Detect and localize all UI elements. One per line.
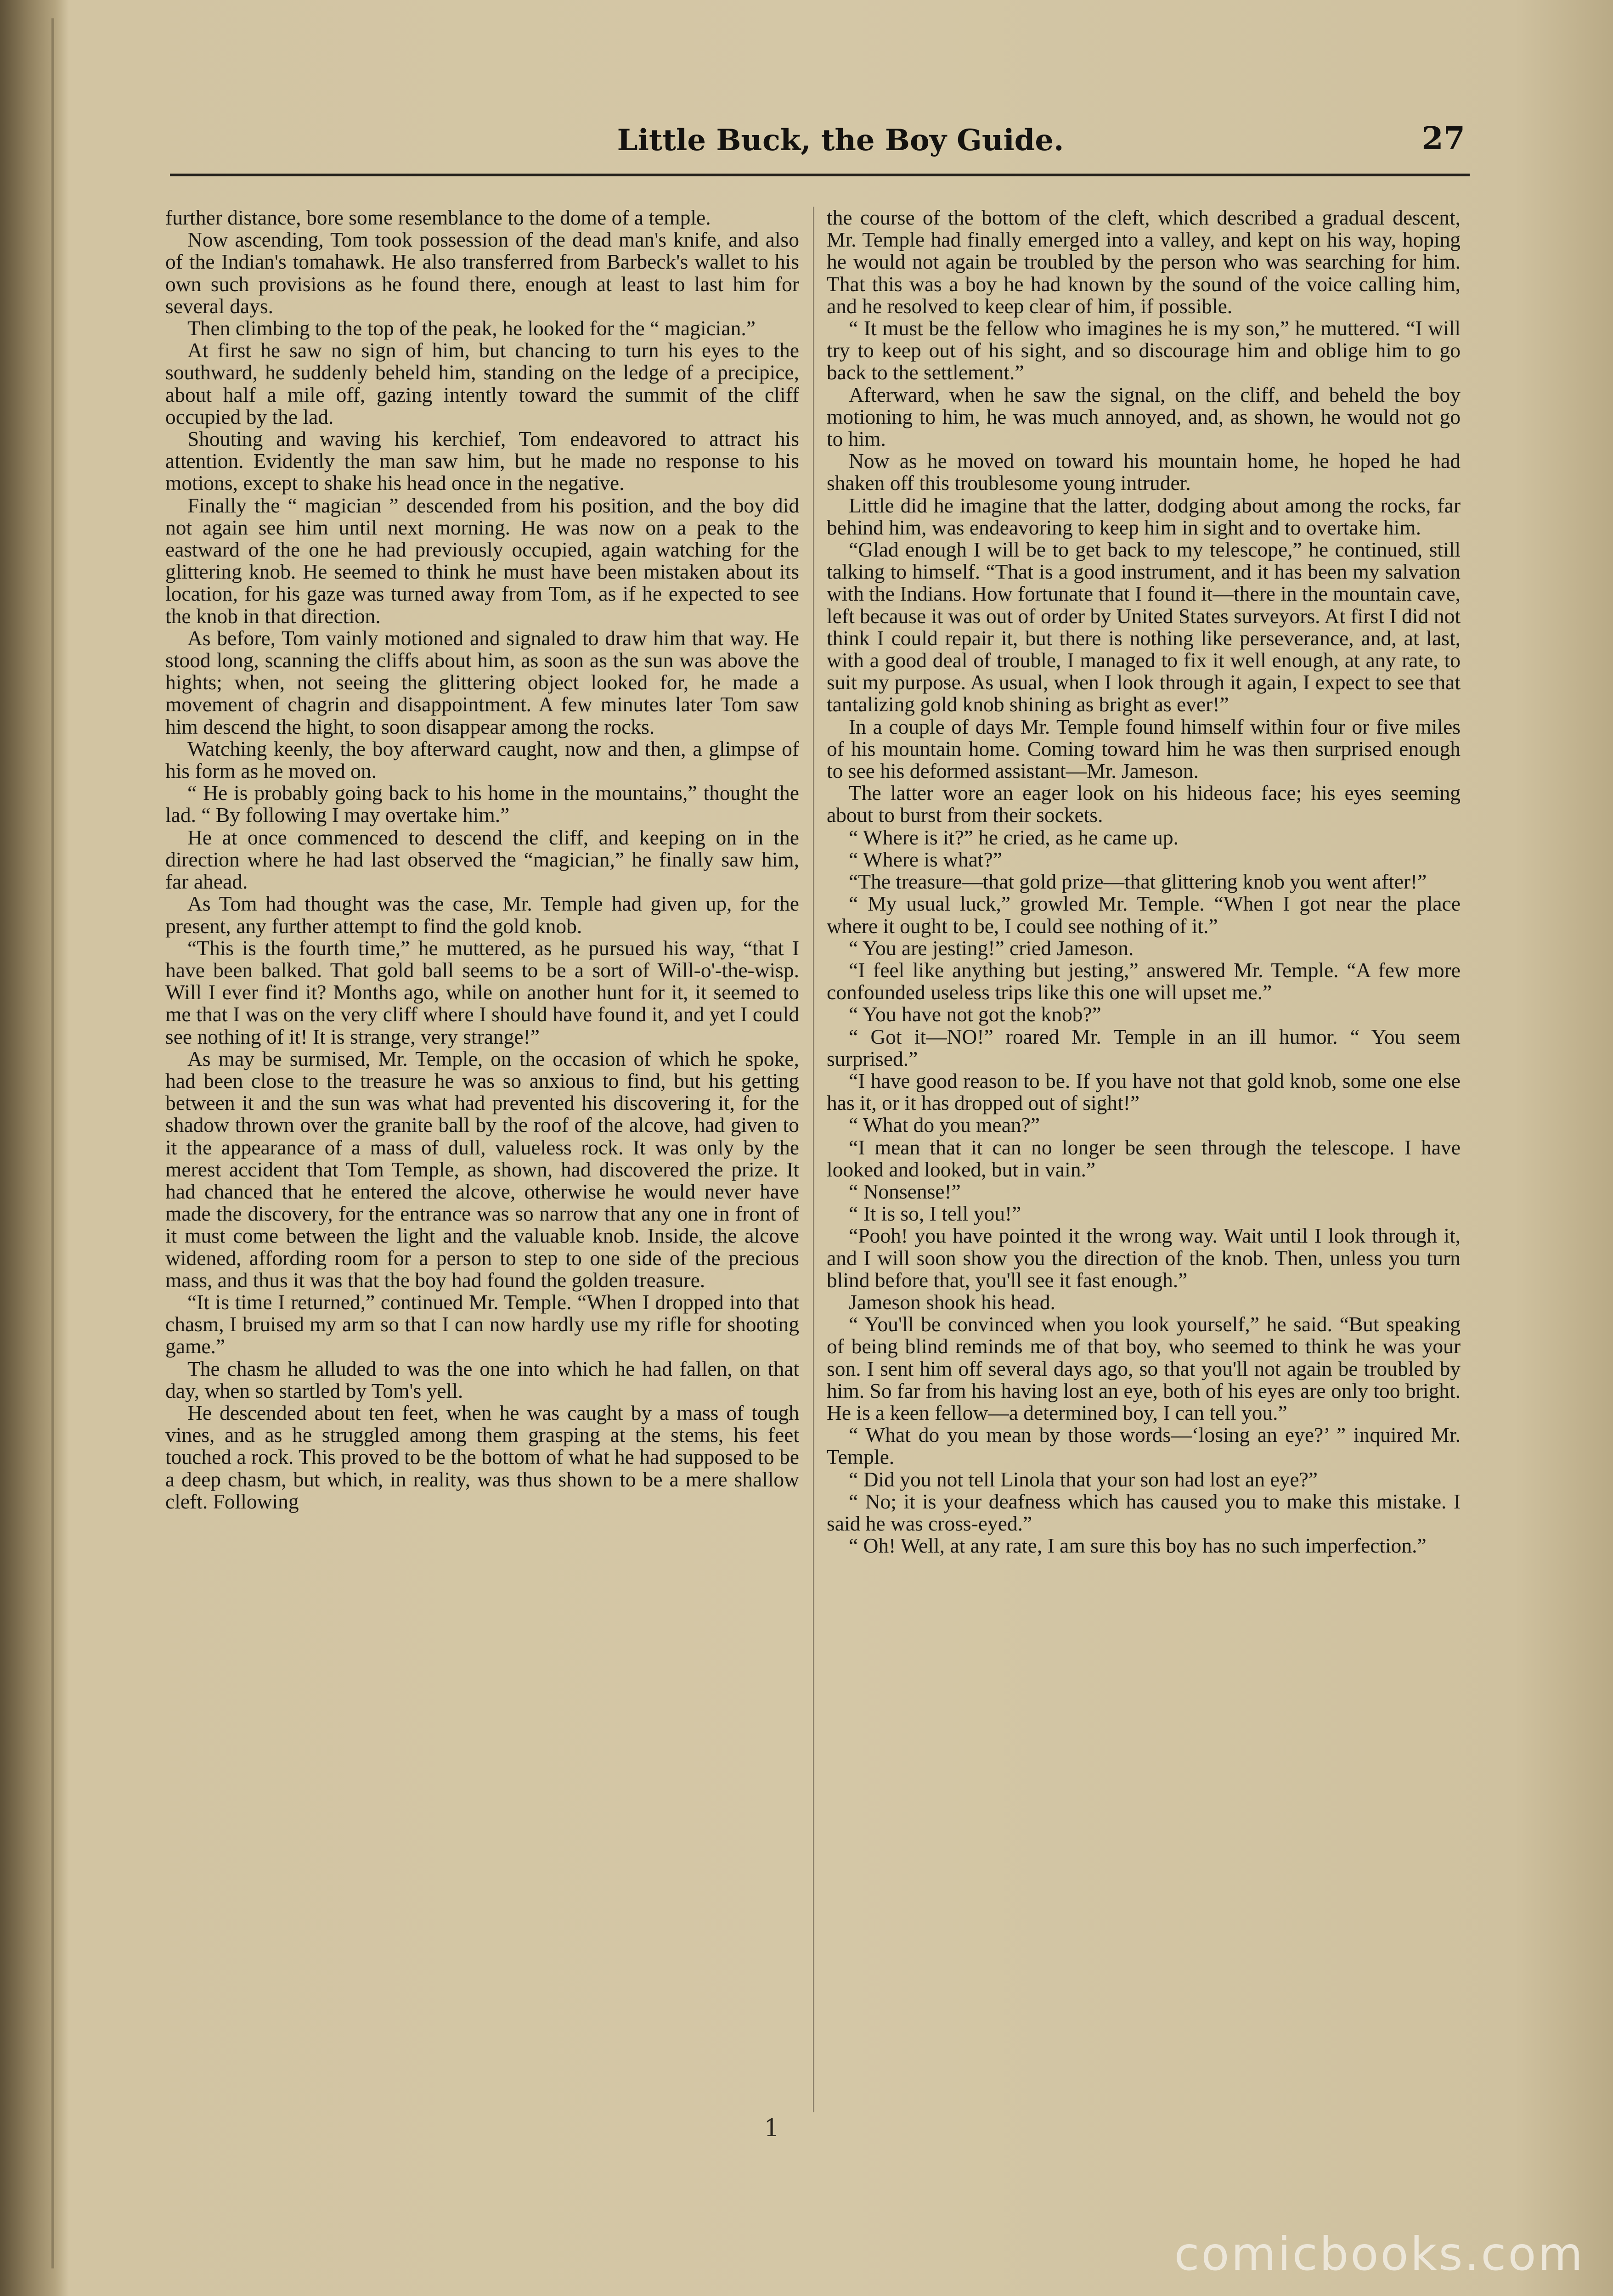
paragraph: “This is the fourth time,” he muttered, as he pursued his way, “that I have been balked. That gold ball seems to be a sort of Will-o'-the-wisp. Will I ever find it? Months ago, while on another hunt for it, it seemed to me that I was on the very cliff where I should have found it, and yet I could see nothing of it! It is strange, very strange!” [165, 936, 799, 1048]
paragraph: “I feel like anything but jesting,” answered Mr. Temple. “A few more confounded useless trips like this one will upset me.” [827, 958, 1461, 1004]
paragraph: “ What do you mean?” [849, 1113, 1040, 1137]
paragraph: The latter wore an eager look on his hideous face; his eyes seeming about to burst from their sockets. [827, 781, 1461, 827]
running-header-title: Little Buck, the Boy Guide. [617, 123, 1064, 158]
paragraph: “ Where is what?” [849, 847, 1002, 871]
paragraph: “ Did you not tell Linola that your son had lost an eye?” [849, 1467, 1318, 1491]
paragraph: “The treasure—that gold prize—that glittering knob you went after!” [849, 870, 1427, 894]
paragraph: further distance, bore some resemblance to the dome of a temple. [165, 207, 711, 229]
paragraph: “Glad enough I will be to get back to my telescope,” he continued, still talking to himself. “That is a good instrument, and it has been my salvation with the Indians. How fortunate that I found it—there in the mountain cave, left because it was out of order by United States surveyors. At first I did not think I could repair it, but there is nothing like perseverance, and, at last, with a good deal of trouble, I managed to fix it well enough, at any rate, to suit my purpose. As usual, when I look through it again, I expect to see that tantalizing gold knob shining as bright as ever!” [827, 538, 1461, 716]
paragraph: Now as he moved on toward his mountain home, he hoped he had shaken off this troublesome young intruder. [827, 449, 1461, 495]
paragraph: “ You have not got the knob?” [849, 1002, 1101, 1026]
paragraph: “Pooh! you have pointed it the wrong way. Wait until I look through it, and I will soon show you the direction of the knob. Then, unless you turn blind before that, you'll see it fast enough.” [827, 1224, 1461, 1292]
paragraph: “ Where is it?” he cried, as he came up. [849, 825, 1179, 849]
paragraph: “ It is so, I tell you!” [849, 1202, 1021, 1226]
paragraph: “ It must be the fellow who imagines he is my son,” he muttered. “I will try to keep out of his sight, and so discourage him and oblige him to go back to the settlement.” [827, 316, 1461, 384]
paragraph: “It is time I returned,” continued Mr. Temple. “When I dropped into that chasm, I bruised my arm so that I can now hardly use my rifle for shooting game.” [165, 1290, 799, 1358]
paragraph: “ Oh! Well, at any rate, I am sure this boy has no such imperfection.” [849, 1534, 1427, 1558]
header-rule [170, 174, 1470, 176]
paragraph: “ Got it—NO!” roared Mr. Temple in an ill humor. “ You seem surprised.” [827, 1024, 1461, 1070]
paragraph: The chasm he alluded to was the one into which he had fallen, on that day, when so startled by Tom's yell. [165, 1356, 799, 1402]
paragraph: “ You are jesting!” cried Jameson. [849, 936, 1134, 960]
paragraph: Watching keenly, the boy afterward caught, now and then, a glimpse of his form as he moved on. [165, 737, 799, 783]
folio-mark: 1 [764, 2115, 779, 2142]
text-column-left [165, 207, 799, 2112]
paragraph: In a couple of days Mr. Temple found himself within four or five miles of his mountain home. Coming toward him he was then surprised enough to see his deformed assistant—Mr. Jameson. [827, 715, 1461, 783]
paragraph: Then climbing to the top of the peak, he looked for the “ magician.” [187, 316, 756, 340]
paragraph: Shouting and waving his kerchief, Tom endeavored to attract his attention. Evidently the man saw him, but he made no response to his motions, except to shake his head once in the negative. [165, 427, 799, 495]
paragraph: “ You'll be convinced when you look yourself,” he said. “But speaking of being blind reminds me of that boy, who seemed to think he was your son. I sent him off several days ago, so that you'll not again be troubled by him. So far from his having lost an eye, both of his eyes are only too bright. He is a keen fellow—a determined boy, I can tell you.” [827, 1312, 1461, 1424]
paragraph: the course of the bottom of the cleft, which described a gradual descent, Mr. Temple had finally emerged into a valley, and kept on his way, hoping he would not again be troubled by the person who was searching for him. That this was a boy he had known by the sound of the voice calling him, and he resolved to keep clear of him, if possible. [827, 207, 1461, 318]
paragraph: As may be surmised, Mr. Temple, on the occasion of which he spoke, had been close to the treasure he was so anxious to find, but his getting between it and the sun was what had prevented his discovering it, for the shadow thrown over the granite ball by the roof of the alcove, had given to it the appearance of a mass of dull, valueless rock. It was only by the merest accident that Tom Temple, as shown, had discovered the prize. It had chanced that he entered the alcove, otherwise he would never have made the discovery, for the entrance was so narrow that any one in front of it must come between the light and the valuable knob. Inside, the alcove widened, affording room for a person to step to one side of the precious mass, and thus it was that the boy had found the golden treasure. [165, 1047, 799, 1292]
gutter-fold-line [51, 18, 54, 2268]
paragraph: “ What do you mean by those words—‘losing an eye?’ ” inquired Mr. Temple. [827, 1423, 1461, 1469]
paragraph: Now ascending, Tom took possession of the dead man's knife, and also of the Indian's tomahawk. He also transferred from Barbeck's wallet to his own such provisions as he found there, enough at least to last him for several days. [165, 228, 799, 318]
paragraph: Jameson shook his head. [849, 1290, 1055, 1314]
paragraph: “ Nonsense!” [849, 1179, 961, 1203]
paragraph: “ No; it is your deafness which has caused you to make this mistake. I said he was cross-eyed.” [827, 1489, 1461, 1535]
paragraph: “I have good reason to be. If you have not that gold knob, some one else has it, or it has dropped out of sight!” [827, 1069, 1461, 1115]
paragraph: “ He is probably going back to his home in the mountains,” thought the lad. “ By following I may overtake him.” [165, 781, 799, 827]
paragraph: “ My usual luck,” growled Mr. Temple. “When I got near the place where it ought to be, I could see nothing of it.” [827, 892, 1461, 938]
paragraph: As Tom had thought was the case, Mr. Temple had given up, for the present, any further attempt to find the gold knob. [165, 892, 799, 938]
text-column-right [827, 207, 1461, 2112]
book-gutter [0, 0, 69, 2296]
watermark: comicbooks.com [1174, 2227, 1585, 2281]
paragraph: Afterward, when he saw the signal, on the cliff, and beheld the boy motioning to him, he was much annoyed, and, as shown, he would not go to him. [827, 383, 1461, 451]
paragraph: Little did he imagine that the latter, dodging about among the rocks, far behind him, was endeavoring to keep him in sight and to overtake him. [827, 493, 1461, 539]
page-number: 27 [1421, 120, 1465, 157]
paragraph: Finally the “ magician ” descended from his position, and the boy did not again see him until next morning. He was now on a peak to the eastward of the one he had previously occupied, again watching for the glittering knob. He seemed to think he must have been mistaken about its location, for his gaze was turned away from Tom, as if he expected to see the knob in that direction. [165, 493, 799, 628]
paragraph: As before, Tom vainly motioned and signaled to draw him that way. He stood long, scanning the cliffs about him, as soon as the sun was above the hights; when, not seeing the glittering object looked for, he made a movement of chagrin and disappointment. A few minutes later Tom saw him descend the hight, to soon disappear among the rocks. [165, 626, 799, 738]
paragraph: “I mean that it can no longer be seen through the telescope. I have looked and looked, but in vain.” [827, 1135, 1461, 1181]
paragraph: He at once commenced to descend the cliff, and keeping on in the direction where he had last observed the “magician,” he finally saw him, far ahead. [165, 825, 799, 894]
paragraph: At first he saw no sign of him, but chancing to turn his eyes to the southward, he suddenly beheld him, standing on the ledge of a precipice, about half a mile off, gazing intently toward the summit of the cliff occupied by the lad. [165, 338, 799, 428]
column-divider [813, 207, 814, 2112]
paragraph: He descended about ten feet, when he was caught by a mass of tough vines, and as he struggled among them grasping at the stems, his feet touched a rock. This proved to be the bottom of what he had supposed to be a deep chasm, but which, in reality, was thus shown to be a mere shallow cleft. Following [165, 1401, 799, 1513]
